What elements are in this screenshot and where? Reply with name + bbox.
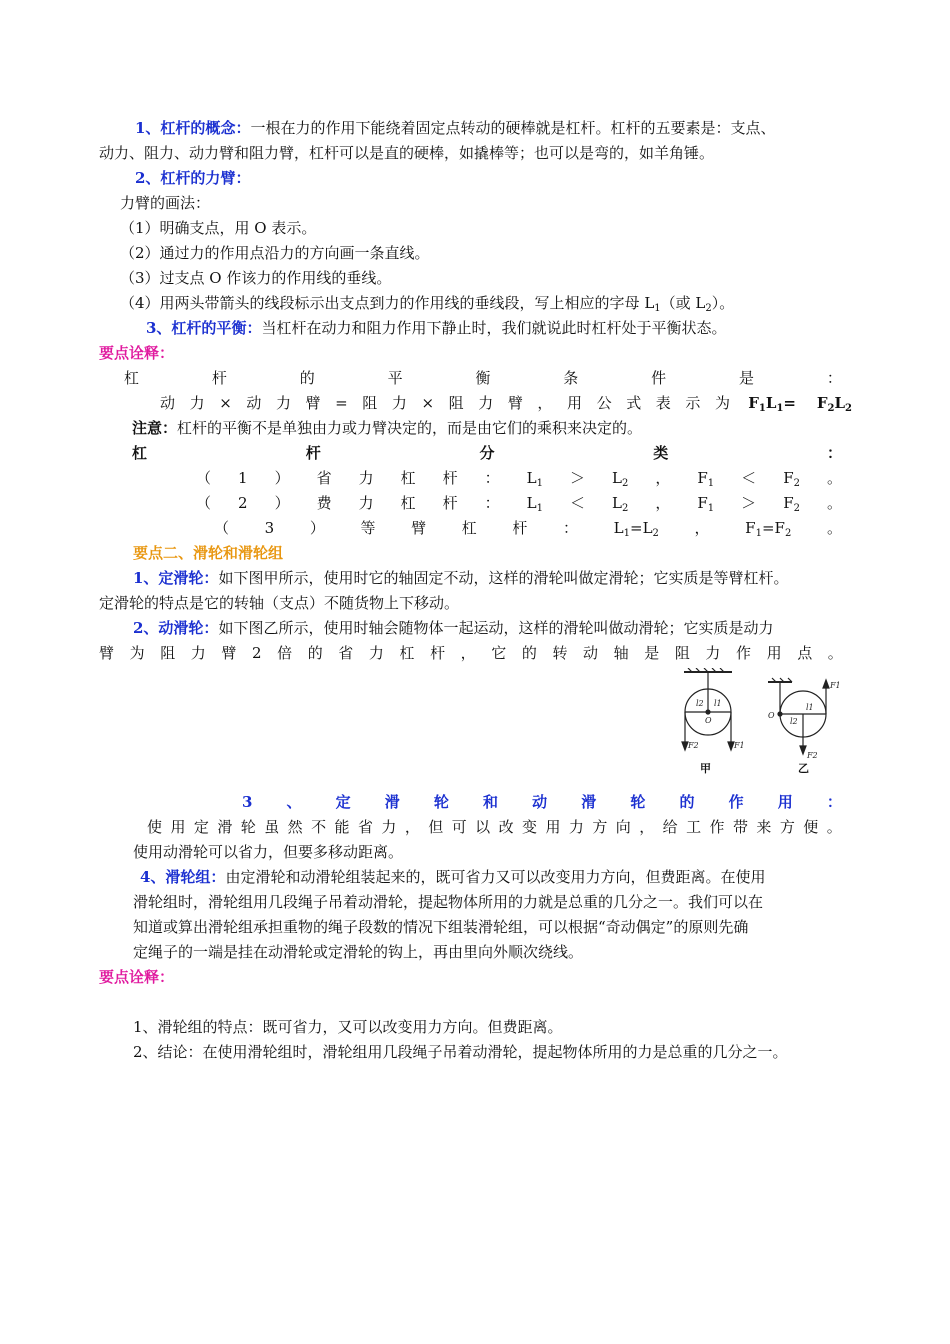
moving-f2-label: F2 (807, 751, 818, 760)
glyph: 。 (827, 644, 843, 662)
glyph: 力 (275, 394, 291, 412)
pulley-group-title: 4、滑轮组： (140, 868, 226, 886)
glyph: $F_2$ (783, 494, 800, 514)
glyph: 阻 (362, 394, 378, 412)
glyph: ， (537, 394, 553, 412)
glyph: 滑 (217, 818, 233, 836)
glyph: $L_1=L_2$ (613, 519, 659, 539)
glyph: 工 (686, 818, 702, 836)
glyph: （ (196, 494, 212, 512)
glyph: 动 (583, 644, 599, 662)
pulley-group-line-3: 知道或算出滑轮组承担重物的绳子段数的情况下组装滑轮组，可以根据“奇动偶定”的原则先确 (133, 918, 749, 936)
glyph: 然 (287, 818, 303, 836)
glyph: 式 (626, 394, 642, 412)
glyph: 的 (307, 644, 323, 662)
fixed-pulley-line-2: 定滑轮的特点是它的转轴（支点）不随货物上下移动。 (99, 594, 460, 612)
glyph: 1 (238, 469, 248, 487)
glyph: 轮 (433, 793, 449, 811)
glyph: 臂 (507, 394, 523, 412)
glyph: 类 (653, 444, 669, 462)
part-two-heading: 要点二、滑轮和滑轮组 (133, 544, 284, 562)
lever-classification-line (132, 441, 842, 465)
glyph: 方 (592, 818, 608, 836)
glyph: ， (694, 519, 710, 537)
lever-balance-title: 3、杠杆的平衡： (146, 319, 262, 337)
pulley-use-line-1 (147, 815, 842, 839)
glyph: ， (404, 818, 420, 836)
fixed-l1-label: l1 (714, 699, 722, 708)
glyph: $F_1=F_2$ (745, 519, 792, 539)
glyph: 可 (451, 818, 467, 836)
glyph: 能 (334, 818, 350, 836)
glyph: 。 (826, 519, 842, 537)
glyph: 力 (358, 494, 374, 512)
glyph: 杆 (512, 519, 528, 537)
lever-arm-step-4: （4）用两头带箭头的线段标示出支点到力的作用线的垂线段，写上相应的字母 $L_1$（或 $L_2$）。 (120, 294, 735, 314)
glyph: 力 (368, 644, 384, 662)
glyph: 来 (756, 818, 772, 836)
lever-concept-line-1 (99, 116, 851, 140)
glyph: 作 (736, 644, 752, 662)
glyph: 带 (732, 818, 748, 836)
glyph: 给 (662, 818, 678, 836)
pulley-group-line-2: 滑轮组时，滑轮组用几段绳子吊着动滑轮，提起物体所用的力就是总重的几分之一。我们可以在 (133, 893, 764, 911)
glyph: ＞ (570, 469, 586, 487)
glyph: 定 (335, 793, 351, 811)
glyph: 省 (316, 469, 332, 487)
fixed-o-label: O (705, 716, 712, 725)
glyph: 虽 (264, 818, 280, 836)
glyph: 。 (826, 469, 842, 487)
moving-pulley-text: 如下图乙所示，使用时轴会随物体一起运动，这样的滑轮叫做动滑轮；它实质是动力 (218, 619, 774, 637)
glyph: 费 (316, 494, 332, 512)
pulley-group-line-1 (140, 865, 852, 889)
summary-item-2: 2、结论：在使用滑轮组时，滑轮组用几段绳子吊着动滑轮，提起物体所用的力是总重的几分之一。 (133, 1043, 788, 1061)
glyph: 杆 (211, 369, 227, 387)
glyph: $L_1$ (526, 494, 543, 514)
glyph: 改 (498, 818, 514, 836)
glyph: 杠 (124, 369, 140, 387)
glyph: 臂 (99, 644, 115, 662)
lever-arm-step-1: （1）明确支点，用 O 表示。 (120, 219, 317, 237)
glyph: 为 (714, 394, 730, 412)
glyph: ： (484, 469, 500, 487)
glyph: 倍 (277, 644, 293, 662)
fixed-pulley-symbols (687, 699, 745, 750)
moving-o-label: O (768, 711, 775, 720)
lever-arm-title: 2、杠杆的力臂： (135, 169, 251, 187)
glyph: 动 (160, 394, 176, 412)
glyph: 杆 (442, 469, 458, 487)
glyph: 臂 (221, 644, 237, 662)
moving-pulley-drawing (768, 678, 829, 754)
glyph: 轮 (630, 793, 646, 811)
glyph: 。 (826, 494, 842, 512)
glyph: 和 (483, 793, 499, 811)
lever-balance-text: 当杠杆在动力和阻力作用下静止时，我们就说此时杠杆处于平衡状态。 (261, 319, 727, 337)
glyph: 便 (803, 818, 819, 836)
pulley-group-line-4: 定绳子的一端是挂在动滑轮或定滑轮的钩上，再由里向外顺次绕线。 (133, 943, 584, 961)
glyph: ： (826, 793, 842, 811)
glyph: 的 (521, 644, 537, 662)
glyph: ＞ (741, 494, 757, 512)
glyph: 、 (286, 793, 302, 811)
glyph: ， (655, 494, 671, 512)
fixed-pulley-title: 1、定滑轮： (133, 569, 219, 587)
glyph: 轴 (613, 644, 629, 662)
glyph: 力 (568, 818, 584, 836)
glyph: $L_2$ (612, 494, 629, 514)
moving-pulley-line-1 (133, 616, 851, 640)
lever-concept-title: 1、杠杆的概念： (135, 119, 251, 137)
glyph: 转 (552, 644, 568, 662)
moving-f1-label: F1 (830, 681, 841, 690)
glyph: 杆 (430, 644, 446, 662)
glyph: ， (655, 469, 671, 487)
glyph: ： (484, 494, 500, 512)
glyph: 方 (779, 818, 795, 836)
glyph: × (219, 394, 232, 412)
glyph: 杠 (400, 494, 416, 512)
lever-concept-text: 一根在力的作用下能绕着固定点转动的硬棒就是杠杆。杠杆的五要素是：支点、 (250, 119, 776, 137)
glyph: 阻 (160, 644, 176, 662)
glyph: 示 (685, 394, 701, 412)
glyph: 杠 (132, 444, 148, 462)
glyph: $F_1$ (697, 494, 715, 514)
moving-pulley-line-2 (99, 641, 843, 665)
glyph: 它 (491, 644, 507, 662)
glyph: 杆 (305, 444, 321, 462)
glyph: = (335, 394, 348, 412)
glyph: 用 (170, 818, 186, 836)
glyph: 条 (563, 369, 579, 387)
glyph: × (421, 394, 435, 412)
glyph: 力 (705, 644, 721, 662)
glyph: $L_2$ (612, 469, 629, 489)
lever-class-3 (214, 516, 842, 540)
balance-condition-line (124, 366, 842, 390)
glyph: 等 (360, 519, 376, 537)
summary-item-1: 1、滑轮组的特点：既可省力，又可以改变用力方向。但费距离。 (133, 1018, 563, 1036)
glyph: 力 (358, 469, 374, 487)
lever-class-2 (196, 491, 842, 515)
glyph: 件 (651, 369, 667, 387)
glyph: ） (274, 469, 290, 487)
glyph: 作 (728, 793, 744, 811)
glyph: ， (639, 818, 655, 836)
lever-class-1 (196, 466, 842, 490)
glyph: 2 (251, 644, 262, 662)
glyph: 表 (655, 394, 671, 412)
moving-l2-label: l2 (790, 717, 798, 726)
glyph: 动 (532, 793, 548, 811)
glyph: 的 (299, 369, 315, 387)
notice-text: 杠杆的平衡不是单独由力或力臂决定的，而是由它们的乘积来决定的。 (177, 419, 643, 437)
glyph: 力 (189, 394, 205, 412)
pulley-use-line-2: 使用动滑轮可以省力，但要多移动距离。 (133, 843, 404, 861)
glyph: 2 (238, 494, 248, 512)
glyph: （ (196, 469, 212, 487)
glyph: 阻 (674, 644, 690, 662)
notice-label: 注意： (132, 419, 178, 437)
glyph: 不 (311, 818, 327, 836)
glyph: 杠 (461, 519, 477, 537)
glyph: 省 (338, 644, 354, 662)
lever-balance-line (146, 316, 898, 340)
glyph: $L_1$ (526, 469, 543, 489)
fixed-pulley-drawing (682, 668, 734, 750)
formula-line (160, 391, 852, 415)
glyph: （ (214, 519, 230, 537)
glyph: 但 (428, 818, 444, 836)
lever-arm-intro: 力臂的画法： (120, 194, 211, 212)
glyph: 滑 (384, 793, 400, 811)
glyph: 为 (129, 644, 145, 662)
glyph: 力 (478, 394, 494, 412)
glyph: 。 (826, 818, 842, 836)
glyph: 臂 (411, 519, 427, 537)
glyph: 以 (475, 818, 491, 836)
pulley-figure (676, 668, 846, 778)
glyph: ： (563, 519, 579, 537)
glyph: 是 (644, 644, 660, 662)
moving-l1-label: l1 (806, 703, 814, 712)
notice-line (132, 416, 884, 440)
glyph: ） (274, 494, 290, 512)
glyph: 滑 (581, 793, 597, 811)
glyph: 定 (193, 818, 209, 836)
key-points-heading-2: 要点诠释： (99, 968, 175, 986)
glyph: 分 (479, 444, 495, 462)
glyph: 变 (522, 818, 538, 836)
glyph: 用 (545, 818, 561, 836)
pulley-group-text: 由定滑轮和动滑轮组装起来的，既可省力又可以改变用力方向，但费距离。在使用 (225, 868, 766, 886)
fixed-f1-label: F1 (734, 741, 745, 750)
glyph: 点 (797, 644, 813, 662)
glyph: 臂 (305, 394, 321, 412)
glyph: 向 (615, 818, 631, 836)
lever-arm-step-3: （3）过支点 O 作该力的作用线的垂线。 (120, 269, 392, 287)
glyph: ） (309, 519, 325, 537)
glyph: ， (460, 644, 476, 662)
formula-text (160, 391, 730, 415)
glyph: 轮 (240, 818, 256, 836)
glyph: 的 (679, 793, 695, 811)
moving-pulley-title: 2、动滑轮： (133, 619, 219, 637)
glyph: 力 (190, 644, 206, 662)
glyph: 使 (147, 818, 163, 836)
glyph: $F_1$ (697, 469, 715, 489)
glyph: ＜ (570, 494, 586, 512)
glyph: 是 (739, 369, 755, 387)
glyph: ： (826, 444, 842, 462)
fixed-pulley-line-1 (133, 566, 851, 590)
glyph: 杠 (399, 644, 415, 662)
lever-concept-line-2: 动力、阻力、动力臂和阻力臂，杠杆可以是直的硬棒，如撬棒等；也可以是弯的，如羊角锤。 (99, 144, 715, 162)
glyph: 平 (387, 369, 403, 387)
fixed-l2-label: l2 (696, 699, 704, 708)
glyph: ： (826, 369, 842, 387)
figure-label-a: 甲 (700, 762, 711, 775)
glyph: 用 (766, 644, 782, 662)
glyph: 3 (242, 793, 253, 811)
glyph: 用 (777, 793, 793, 811)
glyph: 杆 (442, 494, 458, 512)
glyph: 杠 (400, 469, 416, 487)
key-points-heading-1: 要点诠释： (99, 344, 175, 362)
glyph: 作 (709, 818, 725, 836)
glyph: 力 (391, 394, 407, 412)
pulley-use-title (242, 790, 842, 814)
lever-arm-step-2: （2）通过力的作用点沿力的方向画一条直线。 (120, 244, 430, 262)
glyph: 阻 (448, 394, 464, 412)
glyph: 用 (567, 394, 583, 412)
fixed-f2-label: F2 (688, 741, 699, 750)
glyph: ＜ (741, 469, 757, 487)
glyph: $F_2$ (783, 469, 800, 489)
glyph: 衡 (475, 369, 491, 387)
balance-formula: $F_1L_1=$ $F_2L_2$ (748, 394, 852, 414)
fixed-pulley-text: 如下图甲所示，使用时它的轴固定不动，这样的滑轮叫做定滑轮；它实质是等臂杠杆。 (218, 569, 789, 587)
glyph: 动 (246, 394, 262, 412)
glyph: 力 (381, 818, 397, 836)
glyph: 公 (596, 394, 612, 412)
glyph: 3 (264, 519, 275, 537)
glyph: 省 (357, 818, 373, 836)
figure-label-b: 乙 (798, 762, 809, 775)
